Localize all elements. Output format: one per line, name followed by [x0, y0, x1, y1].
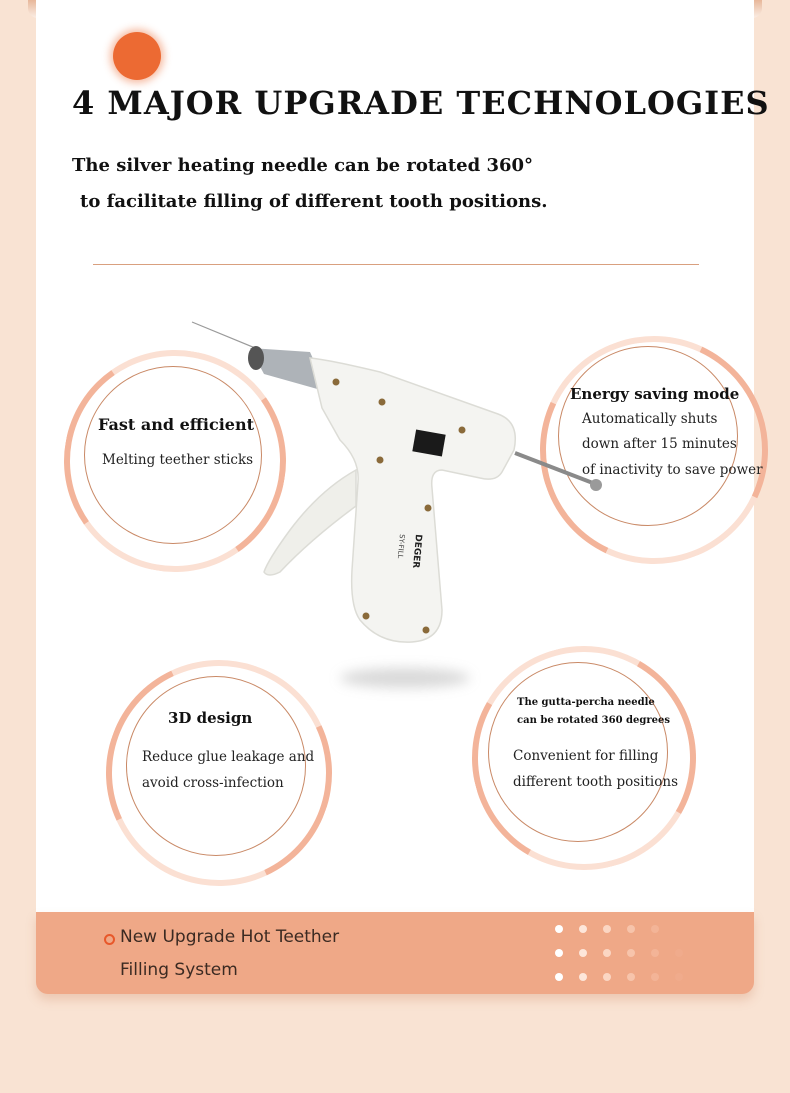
decor-dot: [675, 973, 683, 981]
feature-text-energy-3: of inactivity to save power: [582, 462, 763, 478]
feature-title-needle-1: The gutta-percha needle: [517, 697, 655, 708]
feature-text-needle-1: Convenient for filling: [513, 748, 659, 764]
accent-dot: [113, 32, 161, 80]
device-shadow: [340, 668, 470, 688]
rear-rod: [515, 453, 598, 485]
decor-dot: [579, 973, 587, 981]
screw: [379, 399, 386, 406]
device-brand: DEGER: [410, 533, 423, 569]
decor-dot: [627, 973, 635, 981]
footer-title-line-1: New Upgrade Hot Teether: [120, 927, 340, 947]
decor-dot: [603, 925, 611, 933]
feature-text-fast: Melting teether sticks: [102, 452, 254, 468]
decor-dot: [651, 973, 659, 981]
screw: [363, 613, 370, 620]
divider: [93, 264, 699, 265]
decor-dot: [555, 925, 563, 933]
decor-dot: [627, 949, 635, 957]
feature-circle-3d: [126, 676, 306, 856]
rear-knob: [590, 479, 602, 491]
decor-dot: [555, 973, 563, 981]
decor-dot: [555, 949, 563, 957]
decor-dot: [675, 949, 683, 957]
decor-dot: [603, 973, 611, 981]
headline: 4 MAJOR UPGRADE TECHNOLOGIES: [72, 84, 770, 122]
feature-title-energy: Energy saving mode: [570, 385, 740, 403]
device-model: SY-FILL: [395, 533, 406, 559]
footer-bar: [36, 912, 754, 994]
feature-title-3d: 3D design: [168, 709, 253, 727]
feature-text-3d-2: avoid cross-infection: [142, 775, 284, 791]
decor-dot: [651, 949, 659, 957]
decor-dot: [579, 949, 587, 957]
decor-dot: [603, 949, 611, 957]
feature-text-3d-1: Reduce glue leakage and: [142, 749, 315, 765]
feature-title-fast: Fast and efficient: [98, 415, 254, 434]
feature-title-needle-2: can be rotated 360 degrees: [517, 715, 670, 726]
trigger: [264, 470, 356, 575]
decor-dot: [627, 925, 635, 933]
decor-dot: [651, 925, 659, 933]
bullet-icon: [104, 934, 115, 945]
screw: [333, 379, 340, 386]
nozzle-tip: [248, 346, 264, 370]
screw: [377, 457, 384, 464]
screw: [425, 505, 432, 512]
feature-text-energy-1: Automatically shuts: [582, 411, 718, 427]
screw: [423, 627, 430, 634]
subtitle-line-2: to facilitate filling of different tooth positions.: [80, 191, 548, 212]
footer-title-line-2: Filling System: [120, 960, 238, 980]
filling-gun-image: [180, 310, 610, 650]
decor-dot: [579, 925, 587, 933]
screw: [459, 427, 466, 434]
heating-needle: [192, 322, 260, 350]
feature-text-energy-2: down after 15 minutes: [582, 436, 737, 452]
subtitle-line-1: The silver heating needle can be rotated 360°: [72, 155, 534, 176]
feature-text-needle-2: different tooth positions: [513, 774, 678, 790]
